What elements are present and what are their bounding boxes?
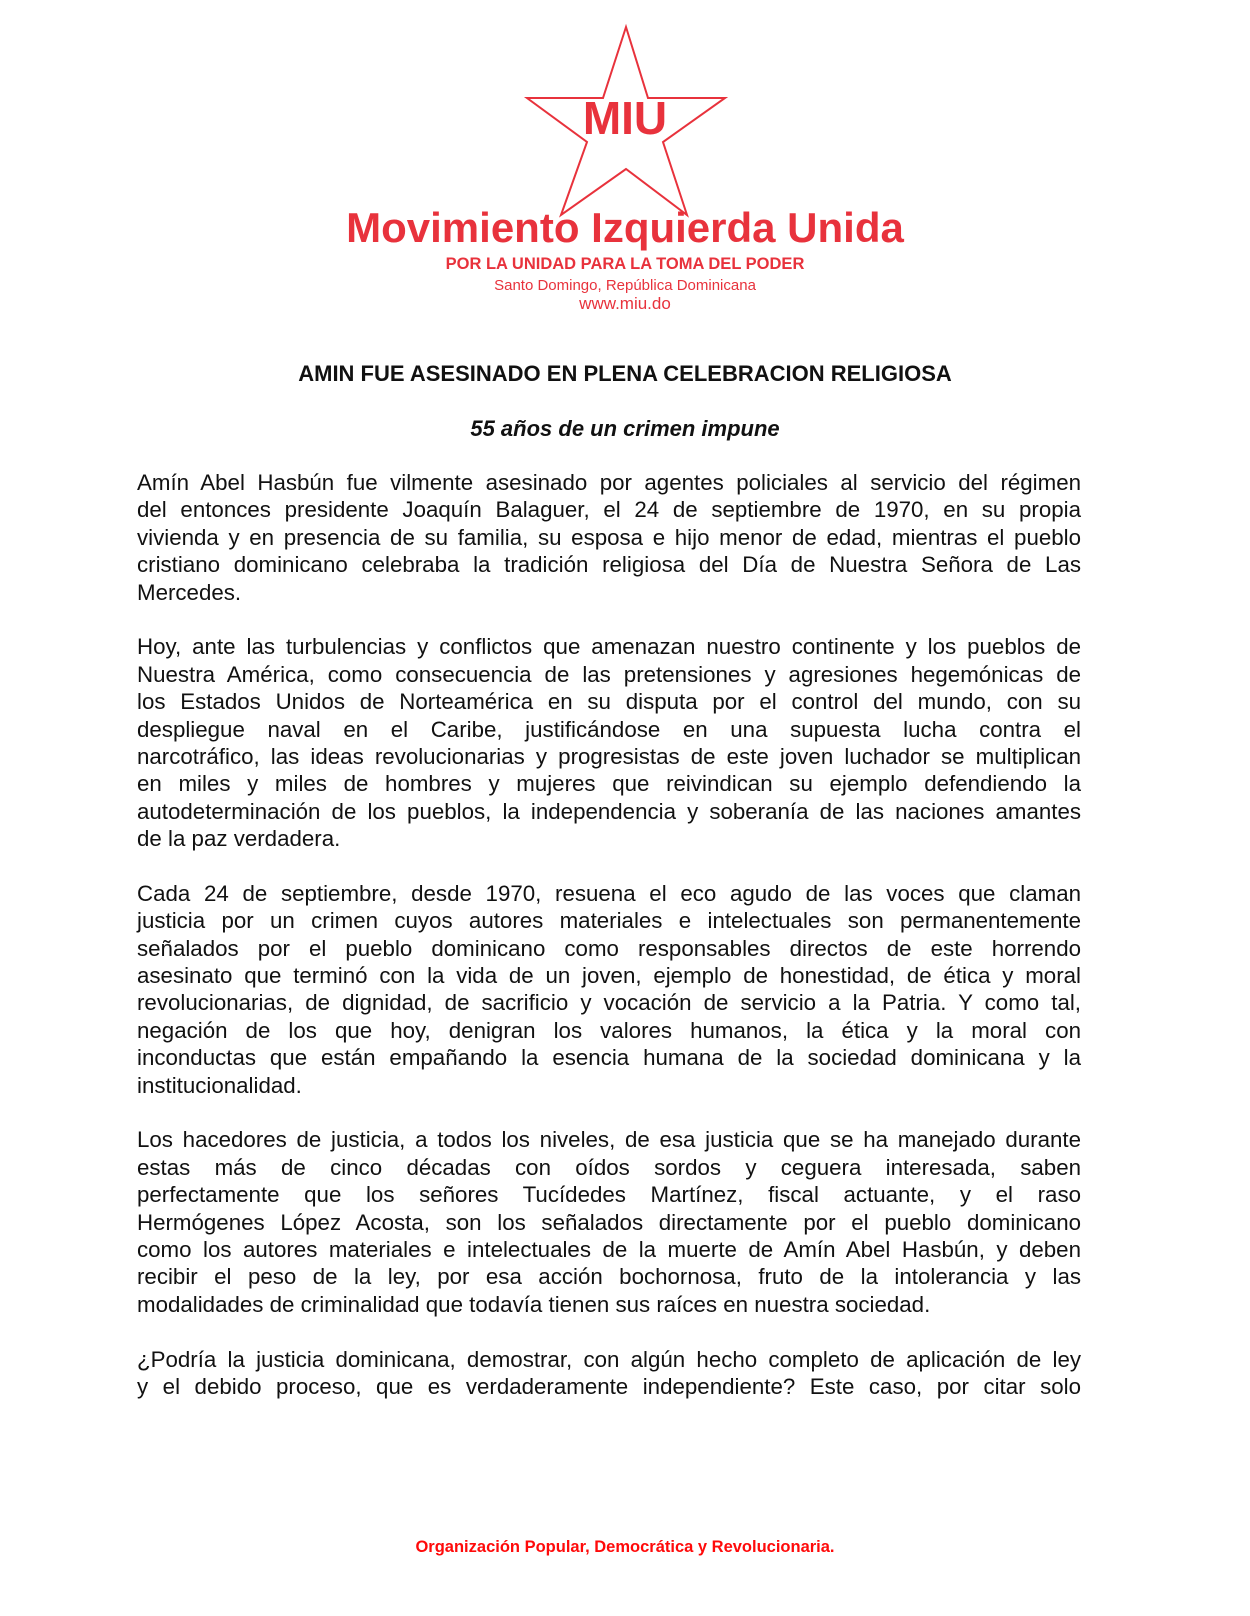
- text-line: Hermógenes López Acosta, son los señalados directamente por el pueblo dominicano: [137, 1209, 1081, 1235]
- text-line: revolucionarias, de dignidad, de sacrificio y vocación de servicio a la Patria. Y como tal,: [137, 990, 1081, 1016]
- text-line: y el debido proceso, que es verdaderamente independiente? Este caso, por citar solo: [137, 1373, 1081, 1399]
- text-line: inconductas que están empañando la esencia humana de la sociedad dominicana y la: [137, 1045, 1081, 1071]
- text-line: del entonces presidente Joaquín Balaguer, el 24 de septiembre de 1970, en su propia: [137, 497, 1081, 523]
- text-line: Hoy, ante las turbulencias y conflictos que amenazan nuestro continente y los pueblos de: [137, 634, 1081, 660]
- location: Santo Domingo, República Dominicana: [494, 277, 756, 294]
- text-line: negación de los que hoy, denigran los valores humanos, la ética y la moral con: [137, 1017, 1081, 1043]
- text-line: recibir el peso de la ley, por esa acción bochornosa, fruto de la intolerancia y las: [137, 1264, 1081, 1290]
- organization-name: Movimiento Izquierda Unida: [346, 204, 904, 251]
- document-title: AMIN FUE ASESINADO EN PLENA CELEBRACION RELIGIOSA: [298, 361, 952, 386]
- paragraph: [137, 469, 1081, 606]
- paragraph: [137, 633, 1081, 852]
- text-line: asesinato que terminó con la vida de un joven, ejemplo de honestidad, de ética y moral: [137, 963, 1081, 989]
- text-line: señalados por el pueblo dominicano como responsables directos de este horrendo: [137, 935, 1081, 961]
- text-line: en miles y miles de hombres y mujeres que reivindican su ejemplo defendiendo la: [137, 771, 1081, 797]
- text-line: como los autores materiales e intelectuales de la muerte de Amín Abel Hasbún, y deben: [137, 1236, 1081, 1262]
- text-line: Cada 24 de septiembre, desde 1970, resuena el eco agudo de las voces que claman: [137, 880, 1081, 906]
- text-line: vivienda y en presencia de su familia, su esposa e hijo menor de edad, mientras el pueblo: [137, 524, 1081, 550]
- slogan: POR LA UNIDAD PARA LA TOMA DEL PODER: [445, 255, 805, 273]
- paragraph: [137, 880, 1081, 1099]
- text-line: justicia por un crimen cuyos autores materiales e intelectuales son permanentemente: [137, 908, 1081, 934]
- text-line: cristiano dominicano celebraba la tradición religiosa del Día de Nuestra Señora de Las: [137, 552, 1081, 578]
- logo-abbreviation: MIU: [582, 92, 668, 144]
- text-line: narcotráfico, las ideas revolucionarias y progresistas de este joven luchador se multiplican: [137, 743, 1081, 769]
- text-line: despliegue naval en el Caribe, justificándose en una supuesta lucha contra el: [137, 716, 1081, 742]
- text-line: autodeterminación de los pueblos, la independencia y soberanía de las naciones amantes: [137, 798, 1081, 824]
- text-line: modalidades de criminalidad que todavía tienen sus raíces en nuestra sociedad.: [137, 1291, 931, 1317]
- document-subtitle: 55 años de un crimen impune: [470, 416, 780, 441]
- text-line: los Estados Unidos de Norteamérica en su disputa por el control del mundo, con su: [137, 689, 1081, 715]
- text-line: estas más de cinco décadas con oídos sordos y ceguera interesada, saben: [137, 1154, 1081, 1180]
- text-line: Mercedes.: [137, 579, 242, 605]
- website-link[interactable]: www.miu.do: [579, 294, 671, 313]
- text-line: Los hacedores de justicia, a todos los niveles, de esa justicia que se ha manejado durante: [137, 1127, 1081, 1153]
- paragraph: [137, 1346, 1081, 1401]
- text-line: Amín Abel Hasbún fue vilmente asesinado por agentes policiales al servicio del régimen: [137, 470, 1081, 495]
- text-line: ¿Podría la justicia dominicana, demostrar, con algún hecho completo de aplicación de ley: [137, 1346, 1081, 1372]
- text-line: perfectamente que los señores Tucídedes Martínez, fiscal actuante, y el raso: [137, 1182, 1081, 1208]
- text-line: Nuestra América, como consecuencia de las pretensiones y agresiones hegemónicas de: [137, 661, 1081, 687]
- paragraph: [137, 1126, 1081, 1318]
- text-line: institucionalidad.: [137, 1072, 302, 1098]
- text-line: de la paz verdadera.: [137, 826, 341, 852]
- footer-tagline: Organización Popular, Democrática y Revolucionaria.: [415, 1538, 835, 1556]
- document-body: [137, 469, 1081, 1428]
